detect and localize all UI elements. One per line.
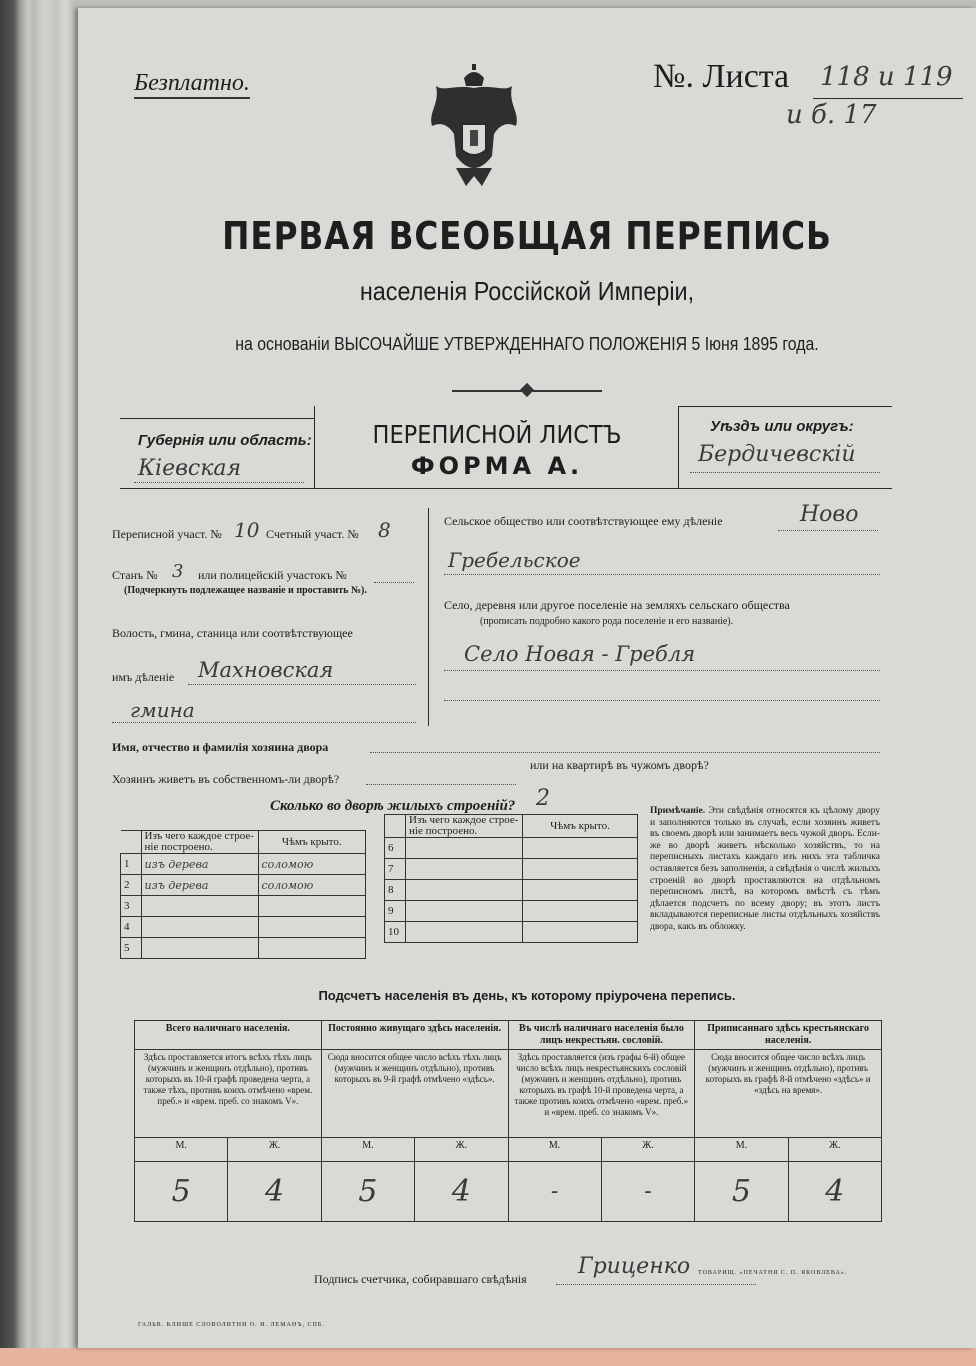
pop-nonpeasant-female: - <box>601 1162 695 1222</box>
owner-name-label: Имя, отчество и фамилія хозяина двора <box>112 740 329 754</box>
pop-col-3-head: Въ числѣ наличнаго населенія было лицъ некрестьян. сословій. <box>508 1021 695 1050</box>
table-row: 6 <box>385 838 638 859</box>
table-row: 1 изъ дерева соломою <box>121 854 366 875</box>
pop-col-1-desc: Здѣсь проставляется итогъ всѣхъ тѣхъ лицъ (мужчинъ и женщинъ отдѣльно), противъ которыхъ въ 10-й графѣ проведена черта, а также тѣхъ, противъ коихъ отмѣчено «врем. преб.» и «врем. преб. со знакомъ V». <box>135 1050 322 1138</box>
stan-value: 3 <box>172 561 184 582</box>
stan-label: Станъ № <box>112 568 158 582</box>
census-district-label: Переписной участ. № <box>112 527 222 541</box>
population-title: Подсчетъ населенія въ день, къ которому пріурочена перепись. <box>318 988 736 1003</box>
province-label: Губернія или область: <box>138 432 312 449</box>
buildings-table-left <box>120 830 366 959</box>
table-row: 10 <box>385 922 638 943</box>
subtitle: населенія Россійской Имперіи, <box>359 276 695 306</box>
form-title: ПЕРЕПИСНОЙ ЛИСТЪ <box>372 420 622 449</box>
bottom-edge-strip <box>0 1348 976 1366</box>
table-row: 7 <box>385 859 638 880</box>
police-note: (Подчеркнуть подлежащее названіе и проставить №). <box>124 585 367 596</box>
table-row: 5 <box>121 938 366 959</box>
police-station-label: или полицейскій участокъ № <box>198 568 347 582</box>
buildings-count-value: 2 <box>536 786 550 811</box>
right-imprint: ТОВАРИЩ. «ПЕЧАТНЯ С. П. ЯКОВЛЕВА». <box>698 1270 848 1276</box>
signature-label: Подпись счетчика, собиравшаго свѣдѣнія <box>314 1272 527 1286</box>
table-row: 2 изъ дерева соломою <box>121 875 366 896</box>
note-block <box>650 806 880 934</box>
main-title: ПЕРВАЯ ВСЕОБЩАЯ ПЕРЕПИСЬ <box>222 214 832 258</box>
left-imprint: ГАЛЬВ. КЛИШЕ СЛОВОЛИТНИ О. И. ЛЕМАНЪ, СПБ. <box>138 1322 325 1328</box>
village-label: Село, деревня или другое поселеніе на земляхъ сельскаго общества <box>444 598 790 612</box>
basis-line: на основаніи ВЫСОЧАЙШЕ УТВЕРЖДЕННАГО ПОЛОЖЕНІЯ 5 Іюня 1895 года. <box>235 334 819 354</box>
note-title: Примѣчаніе. <box>650 806 706 816</box>
table-row: 9 <box>385 901 638 922</box>
count-district-value: 8 <box>378 518 391 542</box>
pop-nonpeasant-male: - <box>508 1162 601 1222</box>
census-district-value: 10 <box>234 518 260 542</box>
pop-col-3-desc: Здѣсь проставляется (изъ графы 6-й) общее число всѣхъ лицъ некрестьянскихъ сословій (мужчинъ и женщинъ отдѣльно), противъ которыхъ въ графѣ 10-й проведена черта, а также противъ коихъ отмѣчено «врем. преб.» и «врем. преб. со знакомъ V». <box>508 1050 695 1138</box>
pop-registered-female: 4 <box>788 1162 881 1222</box>
pop-registered-male: 5 <box>695 1162 788 1222</box>
volost-value: Махновская <box>198 658 334 682</box>
sheet-number-value: 118 и 119 <box>820 62 953 92</box>
double-headed-eagle-emblem <box>426 64 522 196</box>
signature-value: Гриценко <box>578 1254 691 1279</box>
buildings-count-label: Сколько во дворѣ жилыхъ строеній? <box>270 798 516 814</box>
table-row: 8 <box>385 880 638 901</box>
pop-total-male: 5 <box>135 1162 228 1222</box>
pop-col-1-head: Всего наличнаго населенія. <box>135 1021 322 1050</box>
pop-total-female: 4 <box>228 1162 321 1222</box>
buildings-table-right: Изъ чего каждое строе-ніе построено. Чѣмъ крыто. 6 7 8 9 10 <box>384 814 638 943</box>
society-value: Ново <box>800 502 859 527</box>
pop-col-4-head: Приписаннаго здѣсь крестьянскаго населенія. <box>695 1021 882 1050</box>
col-material-header: Изъ чего каждое строе-ніе построено. <box>141 831 258 854</box>
table-row: 4 <box>121 917 366 938</box>
pop-col-2-desc: Сюда вносится общее число всѣхъ тѣхъ лицъ (мужчинъ и женщинъ отдѣльно), противъ которыхъ въ 9-й графѣ отмѣчено «здѣсь». <box>321 1050 508 1138</box>
society-value-2: Гребельское <box>448 548 581 572</box>
village-note: (прописать подробно какого рода поселеніе и его названіе). <box>480 616 734 627</box>
province-value: Кіевская <box>138 456 242 481</box>
volost-value-2: гмина <box>130 698 195 722</box>
own-yard-label: Хозяинъ живетъ въ собственномъ-ли дворѣ? <box>112 772 340 786</box>
village-value: Село Новая - Гребля <box>464 642 696 666</box>
pop-permanent-female: 4 <box>415 1162 508 1222</box>
free-label: Безплатно. <box>134 70 250 99</box>
col-roof-header: Чѣмъ крыто. <box>258 831 366 854</box>
pop-col-4-desc: Сюда вносится общее число всѣхъ лицъ (мужчинъ и женщинъ отдѣльно), противъ которыхъ въ графѣ 8-й отмѣчено «здѣсь» и «здѣсь на время». <box>695 1050 882 1138</box>
district-value: Бердичевскій <box>698 442 856 467</box>
census-sheet <box>78 8 976 1348</box>
sheet-number-label: №. Листа <box>653 58 790 95</box>
sheet-number-extra: и б. 17 <box>786 100 877 130</box>
pop-permanent-male: 5 <box>321 1162 414 1222</box>
rented-label: или на квартирѣ въ чужомъ дворѣ? <box>530 758 709 772</box>
population-table: Всего наличнаго населенія. Постоянно живущаго здѣсь населенія. Въ числѣ наличнаго населенія было лицъ некрестьян. сословій. Приписаннаго здѣсь крестьянскаго населенія. Здѣсь проставляется итогъ всѣхъ тѣхъ лицъ (мужчинъ и женщинъ отдѣльно), противъ которыхъ въ 10-й графѣ проведена черта, а также тѣхъ, противъ коихъ отмѣчено «врем. преб.» и «врем. преб. со знакомъ V». Сюда вносится общее число всѣхъ тѣхъ лицъ (мужчинъ и женщинъ отдѣльно), противъ которыхъ въ 9-й графѣ отмѣчено «здѣсь». Здѣсь проставляется (изъ графы 6-й) общее число всѣхъ лицъ некрестьянскихъ сословій (мужчинъ и женщинъ отдѣльно), противъ которыхъ въ графѣ 10-й проведена черта, а также противъ коихъ отмѣчено «врем. преб.» и «врем. преб. со знакомъ V». Сюда вносится общее число всѣхъ лицъ (мужчинъ и женщинъ отдѣльно), противъ которыхъ въ графѣ 8-й отмѣчено «здѣсь» и «здѣсь на время». М. Ж. М. Ж. М. Ж. М. Ж. 5 4 5 4 - - 5 4 <box>134 1020 882 1222</box>
volost-label: Волость, гмина, станица или соотвѣтствующее <box>112 626 353 640</box>
note-text: Эти свѣдѣнія относятся къ цѣлому двору и заполняются только въ случаѣ, если хозяинъ живетъ въ своемъ дворѣ или занимаетъ весь чужой дворъ. Если-же во дворѣ живетъ нѣсколько хозяйствъ, то на переписныхъ листахъ каждаго изъ нихъ эта табличка оставляется безъ заполненія, а свѣдѣнія о числѣ жилыхъ строеній во дворѣ проставляются на отдѣльномъ переписномъ листѣ, на которомъ вмѣстѣ съ тѣмъ дѣлается подсчетъ по всему двору; въ этотъ листъ вкладываются переписные листы отдѣльныхъ хозяйствъ двора, какъ въ обложку. <box>650 806 881 932</box>
form-subtitle: ФОРМА А. <box>410 452 584 480</box>
pop-col-2-head: Постоянно живущаго здѣсь населенія. <box>321 1021 508 1050</box>
table-row: 3 <box>121 896 366 917</box>
count-district-label: Счетный участ. № <box>266 527 359 541</box>
volost-label-2: имъ дѣленіе <box>112 670 175 684</box>
society-label: Сельское общество или соотвѣтствующее ему дѣленіе <box>444 514 723 528</box>
district-label: Уѣздъ или округъ: <box>710 418 854 435</box>
